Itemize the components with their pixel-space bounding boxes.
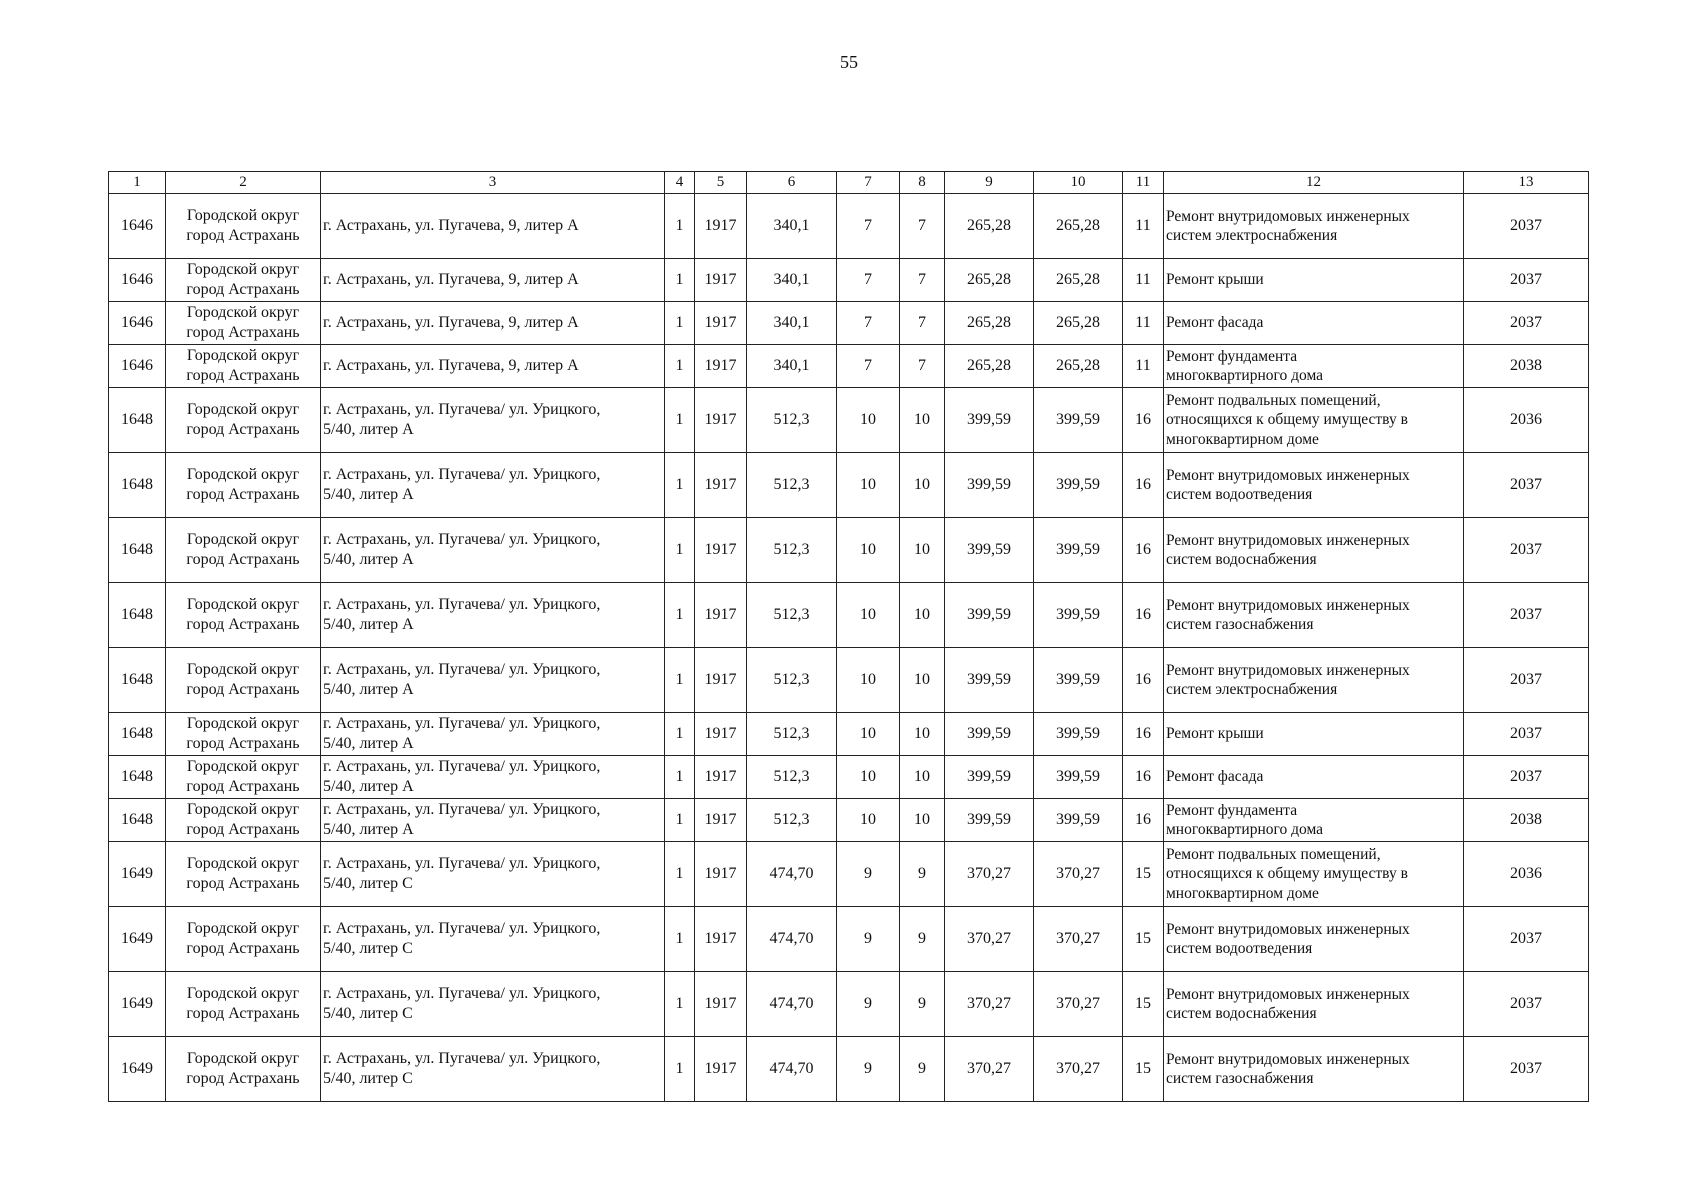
area-cell: 512,3 — [747, 388, 837, 453]
area-cell: 512,3 — [747, 583, 837, 648]
table-row — [109, 345, 1589, 388]
column-11-cell: 16 — [1123, 583, 1164, 648]
work-type-cell: Ремонт подвальных помещений, относящихся к общему имуществу в многоквартирном доме — [1164, 842, 1464, 907]
planned-year-cell: 2037 — [1464, 518, 1589, 583]
work-type-cell: Ремонт внутридомовых инженерных систем водоснабжения — [1164, 972, 1464, 1037]
planned-year-cell: 2037 — [1464, 972, 1589, 1037]
column-9-cell: 399,59 — [945, 713, 1034, 756]
column-4-cell: 1 — [665, 583, 695, 648]
planned-year-cell: 2037 — [1464, 194, 1589, 259]
column-11-cell: 16 — [1123, 388, 1164, 453]
column-7-cell: 10 — [837, 583, 900, 648]
planned-year-cell: 2037 — [1464, 302, 1589, 345]
column-11-cell: 11 — [1123, 345, 1164, 388]
column-9-cell: 399,59 — [945, 388, 1034, 453]
municipality-cell: Городской округ город Астрахань — [166, 194, 321, 259]
column-10-cell: 265,28 — [1034, 345, 1123, 388]
column-header: 3 — [321, 172, 665, 194]
address-cell: г. Астрахань, ул. Пугачева, 9, литер А — [321, 302, 665, 345]
work-type-cell: Ремонт внутридомовых инженерных систем газоснабжения — [1164, 583, 1464, 648]
column-8-cell: 10 — [900, 756, 945, 799]
planned-year-cell: 2038 — [1464, 345, 1589, 388]
table-row — [109, 302, 1589, 345]
area-cell: 474,70 — [747, 842, 837, 907]
column-7-cell: 10 — [837, 648, 900, 713]
column-4-cell: 1 — [665, 345, 695, 388]
column-4-cell: 1 — [665, 302, 695, 345]
column-4-cell: 1 — [665, 907, 695, 972]
municipality-cell: Городской округ город Астрахань — [166, 756, 321, 799]
municipality-cell: Городской округ город Астрахань — [166, 1037, 321, 1102]
column-8-cell: 9 — [900, 842, 945, 907]
column-11-cell: 16 — [1123, 756, 1164, 799]
planned-year-cell: 2037 — [1464, 648, 1589, 713]
row-number-cell: 1646 — [109, 345, 166, 388]
work-type-cell: Ремонт внутридомовых инженерных систем водоснабжения — [1164, 518, 1464, 583]
table-row — [109, 259, 1589, 302]
table-row — [109, 453, 1589, 518]
table-row — [109, 799, 1589, 842]
area-cell: 512,3 — [747, 518, 837, 583]
address-cell: г. Астрахань, ул. Пугачева/ ул. Урицкого, 5/40, литер А — [321, 799, 665, 842]
column-4-cell: 1 — [665, 713, 695, 756]
row-number-cell: 1646 — [109, 302, 166, 345]
municipality-cell: Городской округ город Астрахань — [166, 583, 321, 648]
column-11-cell: 16 — [1123, 453, 1164, 518]
column-4-cell: 1 — [665, 1037, 695, 1102]
column-10-cell: 399,59 — [1034, 756, 1123, 799]
column-header: 11 — [1123, 172, 1164, 194]
column-8-cell: 10 — [900, 713, 945, 756]
column-9-cell: 370,27 — [945, 972, 1034, 1037]
table-row — [109, 842, 1589, 907]
column-header: 1 — [109, 172, 166, 194]
area-cell: 474,70 — [747, 907, 837, 972]
column-8-cell: 10 — [900, 388, 945, 453]
column-8-cell: 7 — [900, 194, 945, 259]
year-cell: 1917 — [695, 713, 747, 756]
address-cell: г. Астрахань, ул. Пугачева/ ул. Урицкого, 5/40, литер А — [321, 583, 665, 648]
column-8-cell: 10 — [900, 518, 945, 583]
column-header: 5 — [695, 172, 747, 194]
year-cell: 1917 — [695, 842, 747, 907]
planned-year-cell: 2036 — [1464, 388, 1589, 453]
area-cell: 512,3 — [747, 756, 837, 799]
column-10-cell: 265,28 — [1034, 259, 1123, 302]
area-cell: 340,1 — [747, 194, 837, 259]
column-4-cell: 1 — [665, 972, 695, 1037]
municipality-cell: Городской округ город Астрахань — [166, 302, 321, 345]
page-number: 55 — [840, 52, 858, 72]
address-cell: г. Астрахань, ул. Пугачева, 9, литер А — [321, 345, 665, 388]
column-8-cell: 10 — [900, 453, 945, 518]
area-cell: 340,1 — [747, 345, 837, 388]
municipality-cell: Городской округ город Астрахань — [166, 799, 321, 842]
column-7-cell: 9 — [837, 972, 900, 1037]
column-8-cell: 10 — [900, 583, 945, 648]
column-10-cell: 399,59 — [1034, 648, 1123, 713]
municipality-cell: Городской округ город Астрахань — [166, 713, 321, 756]
work-type-cell: Ремонт внутридомовых инженерных систем водоотведения — [1164, 453, 1464, 518]
year-cell: 1917 — [695, 302, 747, 345]
work-type-cell: Ремонт крыши — [1164, 259, 1464, 302]
column-7-cell: 7 — [837, 345, 900, 388]
municipality-cell: Городской округ город Астрахань — [166, 907, 321, 972]
year-cell: 1917 — [695, 518, 747, 583]
address-cell: г. Астрахань, ул. Пугачева/ ул. Урицкого, 5/40, литер А — [321, 648, 665, 713]
column-10-cell: 370,27 — [1034, 1037, 1123, 1102]
column-4-cell: 1 — [665, 194, 695, 259]
column-4-cell: 1 — [665, 842, 695, 907]
row-number-cell: 1646 — [109, 194, 166, 259]
area-cell: 474,70 — [747, 972, 837, 1037]
register-table-container — [108, 171, 1588, 1102]
table-row — [109, 713, 1589, 756]
work-type-cell: Ремонт внутридомовых инженерных систем газоснабжения — [1164, 1037, 1464, 1102]
table-row — [109, 756, 1589, 799]
row-number-cell: 1649 — [109, 972, 166, 1037]
table-row — [109, 972, 1589, 1037]
column-9-cell: 399,59 — [945, 648, 1034, 713]
work-type-cell: Ремонт внутридомовых инженерных систем водоотведения — [1164, 907, 1464, 972]
column-11-cell: 15 — [1123, 907, 1164, 972]
register-table-body — [109, 194, 1589, 1102]
column-11-cell: 11 — [1123, 194, 1164, 259]
area-cell: 340,1 — [747, 302, 837, 345]
planned-year-cell: 2037 — [1464, 756, 1589, 799]
column-9-cell: 399,59 — [945, 583, 1034, 648]
column-8-cell: 7 — [900, 345, 945, 388]
column-header: 12 — [1164, 172, 1464, 194]
column-7-cell: 7 — [837, 302, 900, 345]
column-header: 7 — [837, 172, 900, 194]
column-10-cell: 370,27 — [1034, 907, 1123, 972]
column-7-cell: 7 — [837, 259, 900, 302]
column-10-cell: 265,28 — [1034, 194, 1123, 259]
address-cell: г. Астрахань, ул. Пугачева/ ул. Урицкого, 5/40, литер С — [321, 907, 665, 972]
column-8-cell: 7 — [900, 259, 945, 302]
column-7-cell: 10 — [837, 799, 900, 842]
planned-year-cell: 2036 — [1464, 842, 1589, 907]
table-row — [109, 194, 1589, 259]
address-cell: г. Астрахань, ул. Пугачева, 9, литер А — [321, 194, 665, 259]
column-11-cell: 15 — [1123, 842, 1164, 907]
column-9-cell: 399,59 — [945, 453, 1034, 518]
municipality-cell: Городской округ город Астрахань — [166, 842, 321, 907]
table-row — [109, 1037, 1589, 1102]
planned-year-cell: 2037 — [1464, 259, 1589, 302]
row-number-cell: 1648 — [109, 648, 166, 713]
column-11-cell: 16 — [1123, 648, 1164, 713]
table-row — [109, 583, 1589, 648]
table-row — [109, 388, 1589, 453]
column-header: 13 — [1464, 172, 1589, 194]
year-cell: 1917 — [695, 756, 747, 799]
area-cell: 512,3 — [747, 713, 837, 756]
planned-year-cell: 2037 — [1464, 713, 1589, 756]
column-8-cell: 9 — [900, 1037, 945, 1102]
row-number-cell: 1649 — [109, 1037, 166, 1102]
address-cell: г. Астрахань, ул. Пугачева/ ул. Урицкого, 5/40, литер А — [321, 453, 665, 518]
column-10-cell: 370,27 — [1034, 842, 1123, 907]
column-header: 10 — [1034, 172, 1123, 194]
year-cell: 1917 — [695, 1037, 747, 1102]
register-table — [108, 171, 1589, 1102]
column-9-cell: 370,27 — [945, 907, 1034, 972]
year-cell: 1917 — [695, 648, 747, 713]
column-7-cell: 10 — [837, 756, 900, 799]
column-10-cell: 370,27 — [1034, 972, 1123, 1037]
column-10-cell: 399,59 — [1034, 583, 1123, 648]
column-8-cell: 9 — [900, 972, 945, 1037]
column-8-cell: 7 — [900, 302, 945, 345]
planned-year-cell: 2037 — [1464, 583, 1589, 648]
column-7-cell: 9 — [837, 842, 900, 907]
year-cell: 1917 — [695, 907, 747, 972]
municipality-cell: Городской округ город Астрахань — [166, 972, 321, 1037]
column-10-cell: 265,28 — [1034, 302, 1123, 345]
year-cell: 1917 — [695, 799, 747, 842]
column-7-cell: 9 — [837, 1037, 900, 1102]
column-4-cell: 1 — [665, 388, 695, 453]
address-cell: г. Астрахань, ул. Пугачева/ ул. Урицкого, 5/40, литер А — [321, 756, 665, 799]
work-type-cell: Ремонт внутридомовых инженерных систем электроснабжения — [1164, 194, 1464, 259]
row-number-cell: 1648 — [109, 713, 166, 756]
column-header: 8 — [900, 172, 945, 194]
year-cell: 1917 — [695, 194, 747, 259]
municipality-cell: Городской округ город Астрахань — [166, 388, 321, 453]
column-10-cell: 399,59 — [1034, 453, 1123, 518]
row-number-cell: 1648 — [109, 799, 166, 842]
column-9-cell: 370,27 — [945, 1037, 1034, 1102]
planned-year-cell: 2037 — [1464, 453, 1589, 518]
area-cell: 474,70 — [747, 1037, 837, 1102]
column-9-cell: 265,28 — [945, 345, 1034, 388]
area-cell: 512,3 — [747, 453, 837, 518]
column-header: 6 — [747, 172, 837, 194]
column-11-cell: 11 — [1123, 302, 1164, 345]
column-4-cell: 1 — [665, 518, 695, 583]
work-type-cell: Ремонт фасада — [1164, 756, 1464, 799]
column-9-cell: 265,28 — [945, 194, 1034, 259]
column-4-cell: 1 — [665, 799, 695, 842]
column-9-cell: 265,28 — [945, 302, 1034, 345]
table-row — [109, 648, 1589, 713]
row-number-cell: 1648 — [109, 583, 166, 648]
work-type-cell: Ремонт фундамента многоквартирного дома — [1164, 799, 1464, 842]
row-number-cell: 1649 — [109, 842, 166, 907]
work-type-cell: Ремонт фасада — [1164, 302, 1464, 345]
column-11-cell: 15 — [1123, 1037, 1164, 1102]
column-header: 9 — [945, 172, 1034, 194]
column-4-cell: 1 — [665, 648, 695, 713]
planned-year-cell: 2037 — [1464, 1037, 1589, 1102]
column-11-cell: 11 — [1123, 259, 1164, 302]
column-10-cell: 399,59 — [1034, 713, 1123, 756]
row-number-cell: 1648 — [109, 453, 166, 518]
table-row — [109, 518, 1589, 583]
column-9-cell: 370,27 — [945, 842, 1034, 907]
year-cell: 1917 — [695, 259, 747, 302]
work-type-cell: Ремонт фундамента многоквартирного дома — [1164, 345, 1464, 388]
column-11-cell: 15 — [1123, 972, 1164, 1037]
area-cell: 340,1 — [747, 259, 837, 302]
year-cell: 1917 — [695, 972, 747, 1037]
planned-year-cell: 2037 — [1464, 907, 1589, 972]
column-4-cell: 1 — [665, 453, 695, 518]
row-number-cell: 1646 — [109, 259, 166, 302]
municipality-cell: Городской округ город Астрахань — [166, 259, 321, 302]
column-7-cell: 10 — [837, 453, 900, 518]
municipality-cell: Городской округ город Астрахань — [166, 453, 321, 518]
column-header: 2 — [166, 172, 321, 194]
row-number-cell: 1648 — [109, 756, 166, 799]
address-cell: г. Астрахань, ул. Пугачева/ ул. Урицкого, 5/40, литер А — [321, 713, 665, 756]
column-9-cell: 399,59 — [945, 518, 1034, 583]
year-cell: 1917 — [695, 453, 747, 518]
column-9-cell: 265,28 — [945, 259, 1034, 302]
column-4-cell: 1 — [665, 259, 695, 302]
column-8-cell: 10 — [900, 648, 945, 713]
column-11-cell: 16 — [1123, 713, 1164, 756]
year-cell: 1917 — [695, 388, 747, 453]
address-cell: г. Астрахань, ул. Пугачева/ ул. Урицкого, 5/40, литер С — [321, 1037, 665, 1102]
area-cell: 512,3 — [747, 799, 837, 842]
area-cell: 512,3 — [747, 648, 837, 713]
column-7-cell: 7 — [837, 194, 900, 259]
address-cell: г. Астрахань, ул. Пугачева/ ул. Урицкого, 5/40, литер А — [321, 388, 665, 453]
column-11-cell: 16 — [1123, 518, 1164, 583]
planned-year-cell: 2038 — [1464, 799, 1589, 842]
column-8-cell: 9 — [900, 907, 945, 972]
work-type-cell: Ремонт подвальных помещений, относящихся к общему имуществу в многоквартирном доме — [1164, 388, 1464, 453]
year-cell: 1917 — [695, 345, 747, 388]
column-9-cell: 399,59 — [945, 799, 1034, 842]
column-8-cell: 10 — [900, 799, 945, 842]
work-type-cell: Ремонт крыши — [1164, 713, 1464, 756]
column-7-cell: 10 — [837, 388, 900, 453]
column-11-cell: 16 — [1123, 799, 1164, 842]
column-header: 4 — [665, 172, 695, 194]
column-10-cell: 399,59 — [1034, 518, 1123, 583]
column-4-cell: 1 — [665, 756, 695, 799]
address-cell: г. Астрахань, ул. Пугачева, 9, литер А — [321, 259, 665, 302]
column-10-cell: 399,59 — [1034, 388, 1123, 453]
row-number-cell: 1648 — [109, 388, 166, 453]
municipality-cell: Городской округ город Астрахань — [166, 345, 321, 388]
table-row — [109, 907, 1589, 972]
column-7-cell: 9 — [837, 907, 900, 972]
row-number-cell: 1649 — [109, 907, 166, 972]
address-cell: г. Астрахань, ул. Пугачева/ ул. Урицкого, 5/40, литер А — [321, 518, 665, 583]
municipality-cell: Городской округ город Астрахань — [166, 518, 321, 583]
column-7-cell: 10 — [837, 518, 900, 583]
work-type-cell: Ремонт внутридомовых инженерных систем электроснабжения — [1164, 648, 1464, 713]
address-cell: г. Астрахань, ул. Пугачева/ ул. Урицкого, 5/40, литер С — [321, 972, 665, 1037]
column-10-cell: 399,59 — [1034, 799, 1123, 842]
column-9-cell: 399,59 — [945, 756, 1034, 799]
municipality-cell: Городской округ город Астрахань — [166, 648, 321, 713]
row-number-cell: 1648 — [109, 518, 166, 583]
year-cell: 1917 — [695, 583, 747, 648]
header-row — [109, 172, 1589, 194]
column-7-cell: 10 — [837, 713, 900, 756]
address-cell: г. Астрахань, ул. Пугачева/ ул. Урицкого, 5/40, литер С — [321, 842, 665, 907]
